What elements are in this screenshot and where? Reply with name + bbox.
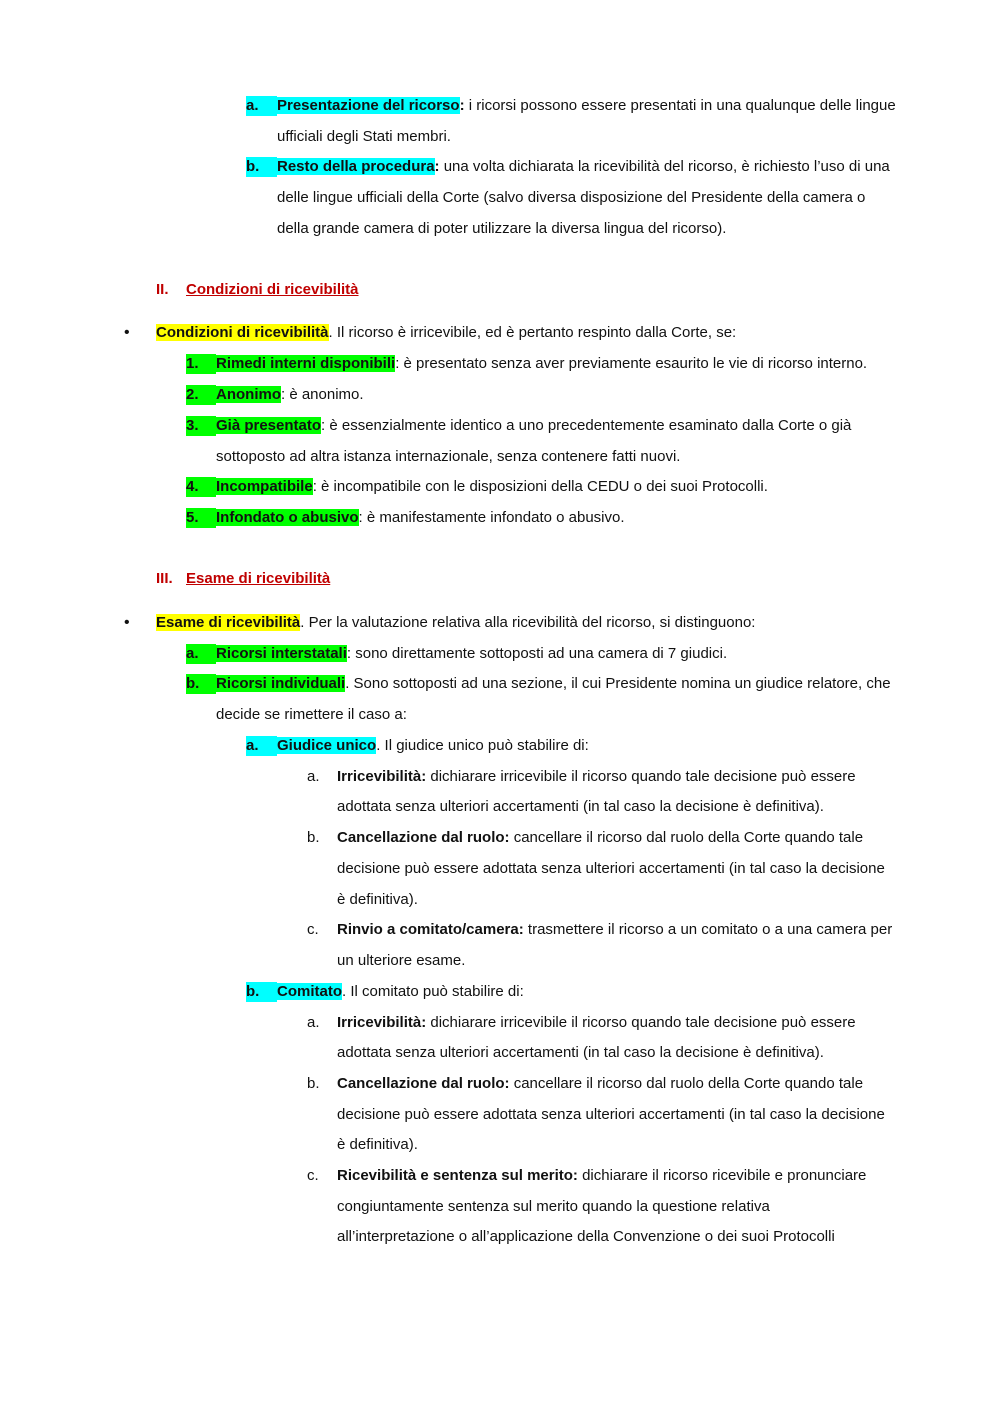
item-title: Ricevibilità e sentenza sul merito:	[337, 1167, 578, 1184]
list-marker: b.	[246, 157, 277, 177]
item-text: cancellare il ricorso dal ruolo della Corte quando tale	[509, 829, 864, 846]
list-marker: a.	[307, 1014, 320, 1031]
item-title: Presentazione del ricorso	[277, 97, 460, 114]
item-title: Anonimo	[216, 386, 281, 403]
item-text: i ricorsi possono essere presentati in una qualunque delle lingue	[464, 97, 896, 114]
item-text-continuation: decisione può essere adottata senza ulteriori accertamenti (in tal caso la decisione	[337, 1106, 885, 1123]
list-marker: b.	[307, 829, 320, 846]
section-numeral: II.	[156, 281, 169, 298]
item-text-continuation: all’interpretazione o all’applicazione della Convenzione o dei suoi Protocolli	[337, 1228, 835, 1245]
list-item	[277, 96, 896, 116]
section-heading: Esame di ricevibilità	[186, 570, 331, 587]
item-text: . Il comitato può stabilire di:	[342, 983, 524, 1000]
item-text-continuation: decisione può essere adottata senza ulteriori accertamenti (in tal caso la decisione	[337, 860, 885, 877]
item-text-continuation: congiuntamente sentenza sul merito quando la questione relativa	[337, 1198, 770, 1215]
bullet-icon: •	[124, 614, 130, 631]
list-marker: 5.	[186, 508, 216, 528]
list-marker: a.	[246, 736, 277, 756]
item-text: : è manifestamente infondato o abusivo.	[358, 509, 625, 526]
list-marker: b.	[186, 674, 216, 694]
item-text-continuation: adottata senza ulteriori accertamenti (in tal caso la decisione è definitiva).	[337, 798, 824, 815]
item-title: Comitato	[277, 983, 342, 1000]
item-title: Incompatibile	[216, 478, 313, 495]
list-item	[277, 736, 589, 756]
item-text-continuation: decide se rimettere il caso a:	[216, 706, 407, 723]
item-text-continuation: ufficiali degli Stati membri.	[277, 128, 451, 145]
list-marker: b.	[246, 982, 277, 1002]
item-text: dichiarare il ricorso ricevibile e pronunciare	[577, 1167, 867, 1184]
list-item	[216, 416, 851, 436]
item-text: dichiarare irricevibile il ricorso quando tale decisione può essere	[426, 768, 856, 785]
colon: :	[459, 97, 465, 114]
list-item	[216, 674, 891, 694]
item-title: Irricevibilità:	[337, 1014, 427, 1031]
item-title: Resto della procedura	[277, 158, 435, 175]
item-text: una volta dichiarata la ricevibilità del ricorso, è richiesto l’uso di una	[439, 158, 890, 175]
item-title: Già presentato	[216, 417, 322, 434]
item-text-continuation: sottoposto ad altra istanza internazionale, senza contenere fatti nuovi.	[216, 448, 681, 465]
item-text: : è presentato senza aver previamente esaurito le vie di ricorso interno.	[395, 355, 868, 372]
item-text-continuation: adottata senza ulteriori accertamenti (in tal caso la decisione è definitiva).	[337, 1044, 824, 1061]
list-marker: c.	[307, 1167, 319, 1184]
item-text: : è essenzialmente identico a uno precedentemente esaminato dalla Corte o già	[321, 417, 852, 434]
list-marker: 4.	[186, 477, 216, 497]
item-title: Ricorsi individuali	[216, 675, 346, 692]
bullet-paragraph	[156, 613, 755, 633]
bullet-text: . Per la valutazione relativa alla ricevibilità del ricorso, si distinguono:	[300, 614, 756, 631]
item-text: : sono direttamente sottoposti ad una camera di 7 giudici.	[346, 645, 728, 662]
item-title: Rinvio a comitato/camera:	[337, 921, 524, 938]
item-title: Cancellazione dal ruolo:	[337, 1075, 510, 1092]
list-item	[337, 828, 863, 848]
bullet-text: . Il ricorso è irricevibile, ed è pertanto respinto dalla Corte, se:	[328, 324, 737, 341]
item-text-continuation: un ulteriore esame.	[337, 952, 466, 969]
list-item	[216, 477, 768, 497]
item-text-continuation: è definitiva).	[337, 1136, 418, 1153]
item-text: trasmettere il ricorso a un comitato o a una camera per	[523, 921, 893, 938]
item-text-continuation: è definitiva).	[337, 891, 418, 908]
item-text-continuation: della grande camera di poter utilizzare la diversa lingua del ricorso).	[277, 220, 727, 237]
list-marker: a.	[307, 768, 320, 785]
section-numeral: III.	[156, 570, 173, 587]
item-text: cancellare il ricorso dal ruolo della Corte quando tale	[509, 1075, 864, 1092]
item-text: . Il giudice unico può stabilire di:	[376, 737, 589, 754]
item-text: : è anonimo.	[281, 386, 364, 403]
item-text: . Sono sottoposti ad una sezione, il cui Presidente nomina un giudice relatore, che	[345, 675, 891, 692]
bullet-title: Condizioni di ricevibilità	[156, 324, 329, 341]
bullet-paragraph	[156, 323, 736, 343]
list-item	[216, 644, 727, 664]
item-title: Irricevibilità:	[337, 768, 427, 785]
list-marker: 3.	[186, 416, 216, 436]
list-marker: b.	[307, 1075, 320, 1092]
colon: :	[434, 158, 440, 175]
list-item	[277, 982, 524, 1002]
list-item	[216, 354, 867, 374]
item-text: : è incompatibile con le disposizioni della CEDU o dei suoi Protocolli.	[312, 478, 768, 495]
list-marker: 2.	[186, 385, 216, 405]
item-title: Rimedi interni disponibili	[216, 355, 396, 372]
item-title: Cancellazione dal ruolo:	[337, 829, 510, 846]
section-heading: Condizioni di ricevibilità	[186, 281, 359, 298]
list-marker: a.	[246, 96, 277, 116]
list-item	[216, 508, 625, 528]
bullet-title: Esame di ricevibilità	[156, 614, 301, 631]
list-marker: 1.	[186, 354, 216, 374]
list-marker: c.	[307, 921, 319, 938]
list-marker: a.	[186, 644, 216, 664]
list-item	[337, 1166, 866, 1186]
item-title: Ricorsi interstatali	[216, 645, 347, 662]
list-item	[337, 767, 856, 787]
item-text: dichiarare irricevibile il ricorso quando tale decisione può essere	[426, 1014, 856, 1031]
list-item	[337, 920, 892, 940]
list-item	[337, 1013, 856, 1033]
item-text-continuation: delle lingue ufficiali della Corte (salvo diversa disposizione del Presidente della camera o	[277, 189, 866, 206]
bullet-icon: •	[124, 324, 130, 341]
item-title: Infondato o abusivo	[216, 509, 359, 526]
list-item	[216, 385, 364, 405]
list-item	[277, 157, 890, 177]
item-title: Giudice unico	[277, 737, 377, 754]
list-item	[337, 1074, 863, 1094]
